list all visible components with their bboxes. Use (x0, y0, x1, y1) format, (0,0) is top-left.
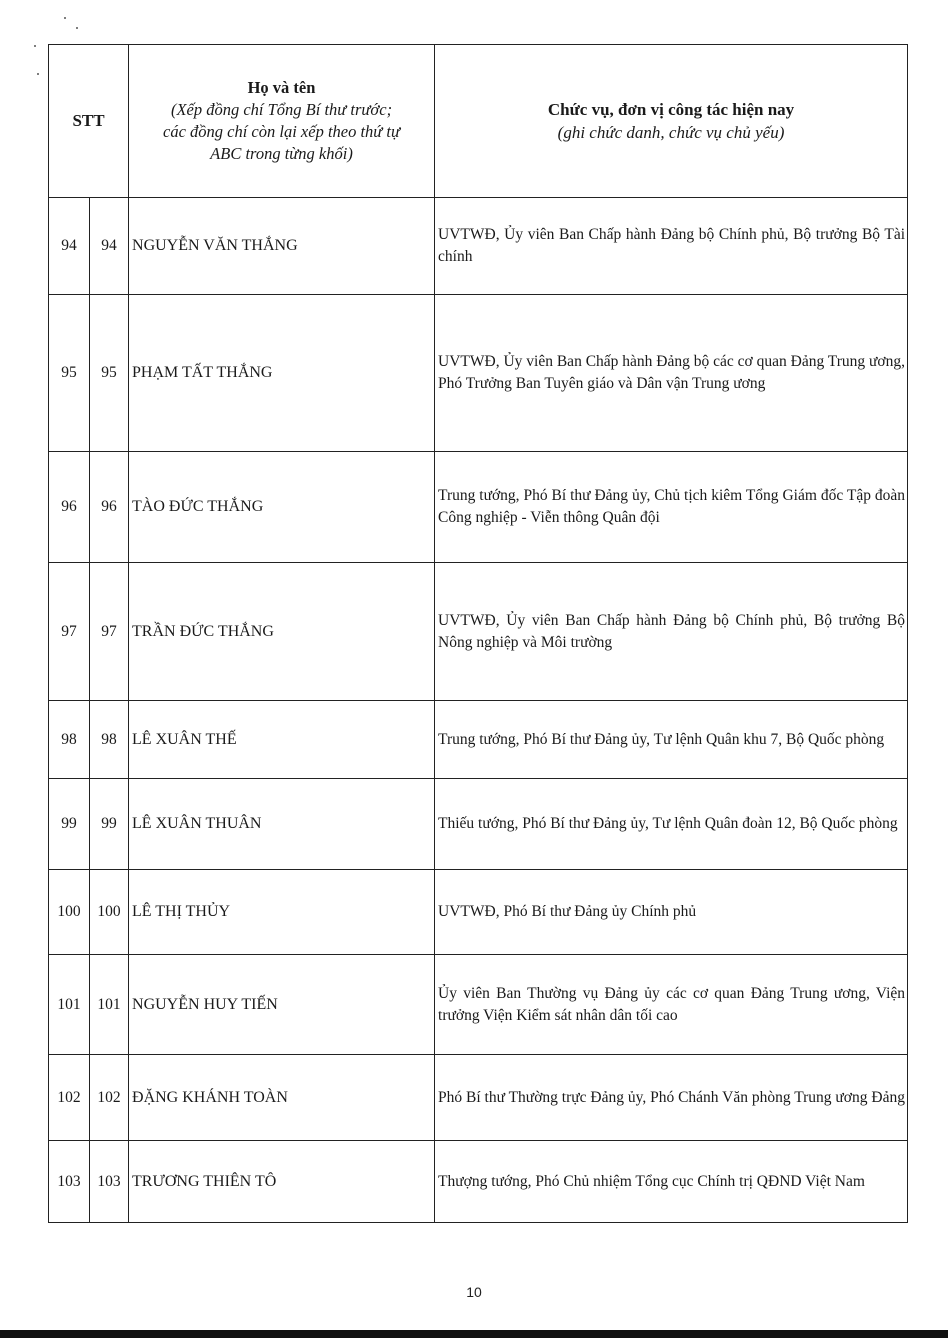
row-index-global: 103 (49, 1141, 90, 1223)
scan-speck (37, 73, 39, 75)
table-row (49, 779, 908, 870)
row-position: UVTWĐ, Ủy viên Ban Chấp hành Đảng bộ Chính phủ, Bộ trưởng Bộ Nông nghiệp và Môi trường (435, 563, 908, 701)
table-header-row (49, 45, 908, 198)
row-full-name: TRƯƠNG THIÊN TÔ (129, 1141, 435, 1223)
row-index-group: 99 (90, 779, 129, 870)
header-name-note-line: các đồng chí còn lại xếp theo thứ tự (163, 122, 401, 141)
row-position: Phó Bí thư Thường trực Đảng ủy, Phó Chánh Văn phòng Trung ương Đảng (435, 1055, 908, 1141)
header-name-note-line: ABC trong từng khối) (210, 144, 353, 163)
row-full-name: TRẦN ĐỨC THẮNG (129, 563, 435, 701)
header-name-note-line: (Xếp đồng chí Tổng Bí thư trước; (170, 100, 393, 119)
row-position: Trung tướng, Phó Bí thư Đảng ủy, Chủ tịch kiêm Tổng Giám đốc Tập đoàn Công nghiệp - Viễn thông Quân đội (435, 452, 908, 563)
row-index-group: 101 (90, 955, 129, 1055)
row-position: UVTWĐ, Phó Bí thư Đảng ủy Chính phủ (435, 870, 908, 955)
row-position: Thượng tướng, Phó Chủ nhiệm Tổng cục Chính trị QĐND Việt Nam (435, 1141, 908, 1223)
table-row (49, 452, 908, 563)
row-full-name: ĐẶNG KHÁNH TOÀN (129, 1055, 435, 1141)
row-full-name: LÊ XUÂN THUÂN (129, 779, 435, 870)
row-index-global: 101 (49, 955, 90, 1055)
personnel-table-container (48, 44, 907, 1223)
row-index-group: 100 (90, 870, 129, 955)
row-index-global: 102 (49, 1055, 90, 1141)
row-index-group: 97 (90, 563, 129, 701)
row-position: Thiếu tướng, Phó Bí thư Đảng ủy, Tư lệnh Quân đoàn 12, Bộ Quốc phòng (435, 779, 908, 870)
header-role-title: Chức vụ, đơn vị công tác hiện nay (547, 100, 795, 119)
scan-speck (64, 17, 66, 19)
table-row (49, 1055, 908, 1141)
row-full-name: LÊ XUÂN THẾ (129, 701, 435, 779)
personnel-table (48, 44, 908, 1223)
header-stt: STT (49, 45, 129, 198)
header-name-title: Họ và tên (247, 78, 316, 97)
row-index-group: 96 (90, 452, 129, 563)
row-position: Ủy viên Ban Thường vụ Đảng ủy các cơ quan Đảng Trung ương, Viện trưởng Viện Kiểm sát nhân dân tối cao (435, 955, 908, 1055)
row-index-group: 98 (90, 701, 129, 779)
row-index-group: 95 (90, 295, 129, 452)
row-index-global: 100 (49, 870, 90, 955)
row-position: UVTWĐ, Ủy viên Ban Chấp hành Đảng bộ các cơ quan Đảng Trung ương, Phó Trưởng Ban Tuyên giáo và Dân vận Trung ương (435, 295, 908, 452)
scan-bottom-edge (0, 1330, 948, 1338)
row-index-global: 97 (49, 563, 90, 701)
row-index-global: 94 (49, 198, 90, 295)
row-full-name: TÀO ĐỨC THẮNG (129, 452, 435, 563)
row-position: UVTWĐ, Ủy viên Ban Chấp hành Đảng bộ Chính phủ, Bộ trưởng Bộ Tài chính (435, 198, 908, 295)
table-row (49, 870, 908, 955)
table-row (49, 955, 908, 1055)
table-row (49, 198, 908, 295)
scan-speck (34, 45, 36, 47)
row-position: Trung tướng, Phó Bí thư Đảng ủy, Tư lệnh Quân khu 7, Bộ Quốc phòng (435, 701, 908, 779)
header-role-note: (ghi chức danh, chức vụ chủ yếu) (557, 123, 785, 142)
table-row (49, 295, 908, 452)
row-index-global: 98 (49, 701, 90, 779)
table-row (49, 563, 908, 701)
row-index-group: 94 (90, 198, 129, 295)
row-index-global: 99 (49, 779, 90, 870)
page-number: 10 (466, 1284, 482, 1300)
header-role (435, 45, 908, 198)
row-index-group: 102 (90, 1055, 129, 1141)
row-full-name: LÊ THỊ THỦY (129, 870, 435, 955)
row-full-name: NGUYỄN VĂN THẮNG (129, 198, 435, 295)
scan-speck (76, 27, 78, 29)
row-full-name: PHẠM TẤT THẮNG (129, 295, 435, 452)
header-name (129, 45, 435, 198)
table-row (49, 701, 908, 779)
row-index-global: 95 (49, 295, 90, 452)
table-row (49, 1141, 908, 1223)
row-full-name: NGUYỄN HUY TIẾN (129, 955, 435, 1055)
row-index-group: 103 (90, 1141, 129, 1223)
row-index-global: 96 (49, 452, 90, 563)
